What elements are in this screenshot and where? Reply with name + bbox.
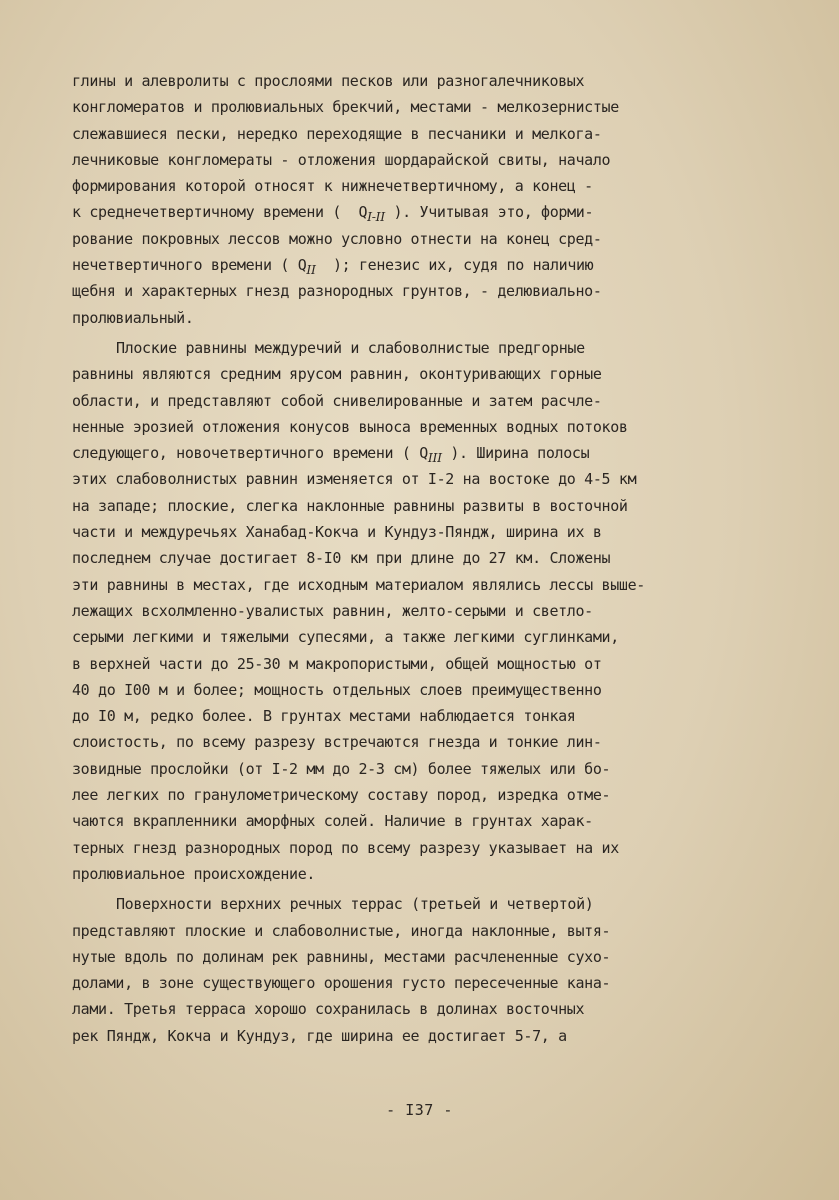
text-line: щебня и характерных гнезд разнородных грунтов, - делювиально- <box>72 282 602 301</box>
text-line: слежавшиеся пески, нередко переходящие в песчаники и мелкога- <box>72 124 602 143</box>
text-line: на западе; плоские, слегка наклонные равнины развиты в восточной <box>72 496 628 515</box>
text-line: формирования которой относят к нижнечетвертичному, а конец - <box>72 177 593 196</box>
text-line: лечниковые конгломераты - отложения шордарайской свиты, начало <box>72 150 611 169</box>
text-line: лее легких по гранулометрическому составу пород, изредка отме- <box>72 786 611 805</box>
text-line: равнины являются средним ярусом равнин, оконтуривающих горные <box>72 365 602 384</box>
text-line: конгломератов и пролювиальных брекчий, местами - мелкозернистые <box>72 98 619 117</box>
text-line: чаются вкрапленники аморфных солей. Наличие в грунтах харак- <box>72 812 593 831</box>
page-number: - I37 - <box>386 1101 453 1119</box>
paragraph-start: Плоские равнины междуречий и слабоволнистые предгорные <box>116 338 585 357</box>
text-line <box>72 440 772 466</box>
text-segment: ); генезис их, судя по наличию <box>315 256 594 275</box>
text-line: лами. Третья терраса хорошо сохранилась в долинах восточных <box>72 1000 585 1019</box>
text-line: части и междуречьях Ханабад-Кокча и Кундуз-Пяндж, ширина их в <box>72 523 602 542</box>
text-line: последнем случае достигает 8-I0 км при длине до 27 км. Сложены <box>72 549 611 568</box>
text-line: 40 до I00 м и более; мощность отдельных слоев преимущественно <box>72 680 602 699</box>
text-line: зовидные прослойки (от I-2 мм до 2-3 см) более тяжелых или бо- <box>72 759 611 778</box>
text-line: области, и представляют собой снивелированные и затем расчле- <box>72 391 602 410</box>
text-segment: к среднечетвертичному времени ( Q <box>72 203 368 222</box>
formula-subscript: II <box>306 262 316 278</box>
formula-subscript: III <box>427 450 442 466</box>
text-line: пролювиальный. <box>72 308 194 327</box>
text-line: в верхней части до 25-30 м макропористыми, общей мощностью от <box>72 654 602 673</box>
text-line: представляют плоские и слабоволнистые, иногда наклонные, вытя- <box>72 921 611 940</box>
text-line: пролювиальное происхождение. <box>72 864 316 883</box>
text-segment: следующего, новочетвертичного времени ( Q <box>72 444 428 463</box>
paragraph-start: Поверхности верхних речных террас (третьей и четвертой) <box>116 895 594 914</box>
text-segment: ). Учитывая это, форми- <box>384 203 594 222</box>
text-line: глины и алевролиты с прослоями песков или разногалечниковых <box>72 72 585 90</box>
text-line: до I0 м, редко более. В грунтах местами наблюдается тонкая <box>72 707 576 726</box>
text-segment: ). Ширина полосы <box>441 444 590 463</box>
text-line: эти равнины в местах, где исходным материалом являлись лессы выше- <box>72 575 645 594</box>
formula-subscript: I-II <box>367 209 385 225</box>
text-segment: нечетвертичного времени ( Q <box>72 256 307 275</box>
text-line: долами, в зоне существующего орошения густо пересеченные кана- <box>72 974 611 993</box>
document-body <box>72 68 772 1049</box>
text-line <box>72 252 772 278</box>
text-line: ненные эрозией отложения конусов выноса временных водных потоков <box>72 417 628 436</box>
text-line: нутые вдоль по долинам рек равнины, местами расчлененные сухо- <box>72 947 611 966</box>
text-line: рование покровных лессов можно условно отнести на конец сред- <box>72 229 602 248</box>
text-line: рек Пяндж, Кокча и Кундуз, где ширина ее достигает 5-7, а <box>72 1026 567 1045</box>
text-line: лежащих всхолмленно-увалистых равнин, желто-серыми и светло- <box>72 601 593 620</box>
text-line: слоистость, по всему разрезу встречаются гнезда и тонкие лин- <box>72 733 602 752</box>
text-line: серыми легкими и тяжелыми супесями, а также легкими суглинками, <box>72 628 619 647</box>
text-line <box>72 199 772 225</box>
text-line: этих слабоволнистых равнин изменяется от I-2 на востоке до 4-5 км <box>72 470 637 489</box>
text-line: терных гнезд разнородных пород по всему разрезу указывает на их <box>72 838 619 857</box>
